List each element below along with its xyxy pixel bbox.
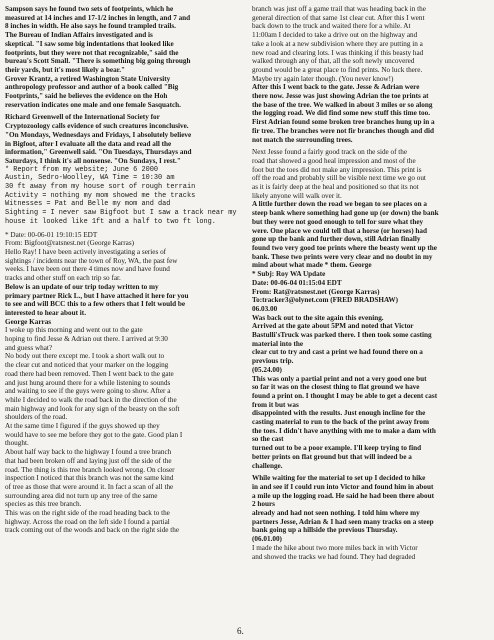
road-paragraph: This was on the right side of the road heading back to the highway. Across the road on the left side I found a partial track coming out of the woods and back on the right side the — [5, 509, 180, 535]
morning-paragraph: I woke up this morning and went out to the gate hoping to find Jesse & Adrian out there. I arrived at 9:30 and guess what? — [5, 326, 168, 352]
email-header-1: * Date: 00-06-01 19:10:15 EDT From: Bigfoot@ratsnest.net (George Karras) Hello Ray! I have been actively investigating a series of sightings / incidents near the town of Roy, WA, the past few weeks. I have been out there 4 times now and have found tracks and other stuff on each trip so far. — [5, 230, 178, 283]
left-column — [5, 5, 239, 535]
page-number: 6. — [237, 626, 244, 636]
website-report: * Report from my website; June 6 2000 Austin, Sedro-Woolley, WA Time = 10:30 am 30 ft away from my house sort of rough terrain Activity = nothing my mom showed me the tracks Witnesses = Pat and Belle my mom and dad Sighting = I never saw Bigfoot but I saw a track near my house it looked like 1ft and a half to two ft long. — [5, 165, 237, 226]
branch-paragraph: About half way back to the highway I found a tree branch that had been broken off and laying just off the side of the road. The thing is this tree branch looked wrong. On closer inspection I noticed that this branch was not the same kind of tree as those that were around it. In fact a scan of all the surrounding area did not turn up any tree of the same species as this tree branch. — [5, 448, 175, 509]
walk-paragraph: No body out there except me. I took a short walk out to the clear cut and noticed that your marker on the logging road there had been removed. Then I went back to the gate and just hung around there for a while listening to sounds and waiting to see if the guys were going to show. After a while I decided to walk the road back in the direction of the main highway and look for any sign of the beasty on the soft shoulders of the road. — [5, 352, 180, 422]
update-intro: Below is an update of our trip today written to my primary partner Rick L., but I have attached it here for you to see and will BCC this to a few others that I felt would be interested to hear about it. George Karras — [5, 282, 189, 326]
good-track-paragraph: Next Jesse found a fairly good track on the side of the road that showed a good heal impression and most of the foot but the toes did not make any impression. This print is off the road and probably still be visible next time we go out as it is fairly deep at the heal and positioned so that its not likely anyone will walk over it. — [252, 148, 426, 200]
victor-paragraph: While waiting for the material to set up I decided to hike in and see if I could run into Victor and found him in about a mile up the logging road. He said he had been there about 2 hours already and had not seen nothing. I told him where my partners Jesse, Adrian & I had seen many tracks on a steep bank going up a hillside the previous Thursday. (06.01.00) — [252, 474, 435, 544]
evening-paragraph: Was back out to the site again this evening. Arrived at the gate about 5PM and noted that Victor Bastulli'sTruck was parked there. I then took some casting material into the clear cut to try and cast a print we had found there on a previous trip. (05.24.00) — [252, 313, 432, 374]
gate-paragraph: After this I went back to the gate. Jesse & Adrian were there now. Jesse was just showing Adrian the toe prints at the base of the tree. We walked in about 3 miles or so along the logging road. We did find some new stuff this time too. First Adrian found some broken tree branches hung up in a fir tree. The branches were not fir branches though and did not match the surrounding trees. — [252, 83, 435, 144]
partial-print-paragraph: This was only a partial print and not a very good one but so far it was on the closest thing to flat ground we have found a print on. I thought I may be able to get a decent cast from it but was disappointed with the results. Just enough incline for the casting material to run to the back of the print away from the toes. I didn't have anything with me to make a dam with so the cast turned out to be a poor example. I'll keep trying to find better prints on flat ground but that will indeed be a challenge. — [252, 374, 438, 470]
plan-paragraph: At the same time I figured if the guys showed up they would have to see me before they got to the gate. Good plan I thought. — [5, 422, 183, 448]
bureau-paragraph: The Bureau of Indian Affairs investigated and is skeptical. "I saw some big indentations that looked like footprints, but they were not that recognizable," said the bureau's Scott Small. "There is something big going through their yards, but it's most likely a bear." — [5, 31, 191, 74]
game-trail-paragraph: branch was just off a game trail that was heading back in the general direction of that same 1st clear cut. After this I went back down to the truck and waited there for a while. At 11:00am I decided to take a drive out on the highway and take a look at a new subdivision where they are putting in a new road and clearing lots. I was thinking if this beasty had walked through any of that, all the soft newly uncovered ground would be a great place to find prints. No luck there. Maybe try again later though. (You never know!) — [252, 5, 426, 83]
right-column — [252, 5, 486, 561]
greenwell-paragraph: Richard Greenwell of the International Society for Cryptozoology calls evidence of such creatures inconclusive. "On Mondays, Wednesdays and Fridays, I absolutely believe in Bigfoot, after I evaluate all the data and read all the information," Greenwell said. "On Tuesdays, Thursdays and Saturdays, I think it's all nonsense. "On Sundays, I rest." — [5, 113, 192, 165]
steep-bank-paragraph: A little further down the road we began to see places on a steep bank where something had gone up (or down) the bank but they were not good enough to tell for sure what they were. One place we could tell that a horse (or horses) had gone up the bank and further down, still Adrian finally found two very good toe prints where the beasty went up the bank. These two prints were very clear and no doubt in my mind about what made * them. George — [252, 200, 439, 270]
email-header-2: * Subj: Roy WA Update Date: 00-06-04 01:15:04 EDT From: Rat@ratsnest.net (George Karras) To:tracker3@olynet.com (FRED BRADSHAW) 06.03.00 — [252, 270, 398, 313]
krantz-paragraph: Grover Krantz, a retired Washington State University anthropology professor and author of a book called "Big Footprints," said he believes the evidence on the Hoh reservation indicates one male and one female Sasquatch. — [5, 74, 181, 109]
sampson-paragraph: Sampson says he found two sets of footprints, which he measured at 14 inches and 17-1/2 inches in length, and 7 and 8 inches in width. He also says he found trampled trails. — [5, 5, 191, 31]
hike-paragraph: I made the hike about two more miles back in with Victor and showed the tracks we had found. They had degraded — [252, 543, 418, 561]
